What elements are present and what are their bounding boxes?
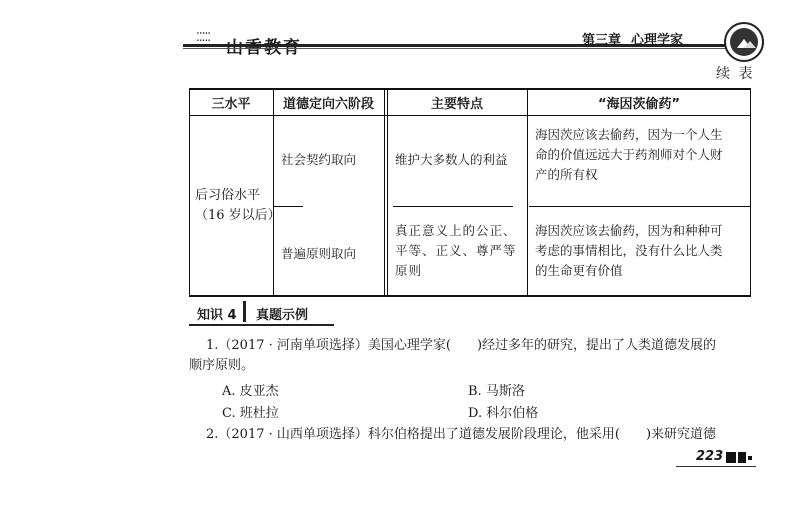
feature-cell [395, 150, 508, 170]
section-divider [243, 301, 246, 322]
mountain-logo-icon [724, 22, 764, 62]
heinz-line: 产的所有权 [535, 167, 598, 182]
row-divider-heinz [529, 206, 751, 207]
heinz-line: 考虑的事情相比，没有什么比人类 [535, 243, 723, 258]
heinz-cell [535, 221, 723, 281]
heinz-line: 的生命更有价值 [535, 263, 623, 278]
continued-label: 续 表 [716, 66, 755, 82]
row-divider-feature [393, 206, 513, 207]
page-block-icon [748, 456, 752, 460]
feature-line: 平等、正义、尊严等 [395, 243, 517, 258]
heinz-cell [535, 125, 723, 185]
header-rule-thin [183, 48, 728, 49]
option-c: C. 班杜拉 [222, 406, 279, 421]
stage-cell: 普遍原则取向 [281, 246, 357, 261]
chapter-number: 第三章 [582, 33, 622, 48]
brand-dots-icon: ⁚⁚⁚⁚⁚ [196, 30, 211, 44]
question-1-line-1: 1.（2017 · 河南单项选择）美国心理学家( )经过多年的研究，提出了人类道德发展的 [206, 338, 717, 353]
table-right-border [750, 88, 751, 297]
option-a: A. 皮亚杰 [222, 384, 279, 399]
header-stage: 道德定向六阶段 [282, 97, 374, 112]
header-heinz: “海因茨偷药” [597, 97, 681, 112]
question-1-line-2: 顺序原则。 [189, 358, 255, 373]
section-label: 知识 4 [197, 308, 237, 323]
option-b: B. 马斯洛 [468, 384, 525, 399]
table-left-border [189, 88, 190, 297]
col-divider-2 [384, 88, 385, 297]
header-feature: 主要特点 [430, 97, 483, 112]
chapter-title: 心理学家 [631, 33, 684, 48]
chapter-heading [582, 29, 683, 48]
page-rule [676, 466, 756, 467]
feature-line: 维护大多数人的利益 [395, 152, 508, 167]
page-block-icon [726, 452, 736, 463]
stage-table [189, 88, 751, 298]
section-rule [189, 324, 334, 326]
header-level: 三水平 [211, 97, 251, 112]
heinz-line: 海因茨应该去偷药，因为一个人生 [535, 127, 723, 142]
row-divider-stage [273, 206, 303, 207]
option-d: D. 科尔伯格 [468, 406, 539, 421]
feature-line: 真正意义上的公正、 [395, 223, 517, 238]
level-age: （16 岁以后） [195, 208, 281, 223]
question-2-line-1: 2.（2017 · 山西单项选择）科尔伯格提出了道德发展阶段理论，他采用( )来研究道德 [206, 427, 717, 442]
page-block-icon [738, 452, 746, 463]
page-number: 223 [696, 449, 724, 464]
level-name: 后习俗水平 [195, 188, 261, 203]
stage-cell: 社会契约取向 [281, 152, 357, 167]
heinz-line: 海因茨应该去偷药，因为和种种可 [535, 223, 723, 238]
col-divider-3 [527, 88, 528, 297]
section-title: 真题示例 [256, 308, 309, 323]
heinz-line: 命的价值远远大于药剂师对个人财 [535, 147, 723, 162]
feature-line: 原则 [395, 263, 423, 278]
feature-cell [395, 221, 517, 281]
level-cell [195, 186, 281, 226]
col-divider-2b [387, 88, 388, 297]
